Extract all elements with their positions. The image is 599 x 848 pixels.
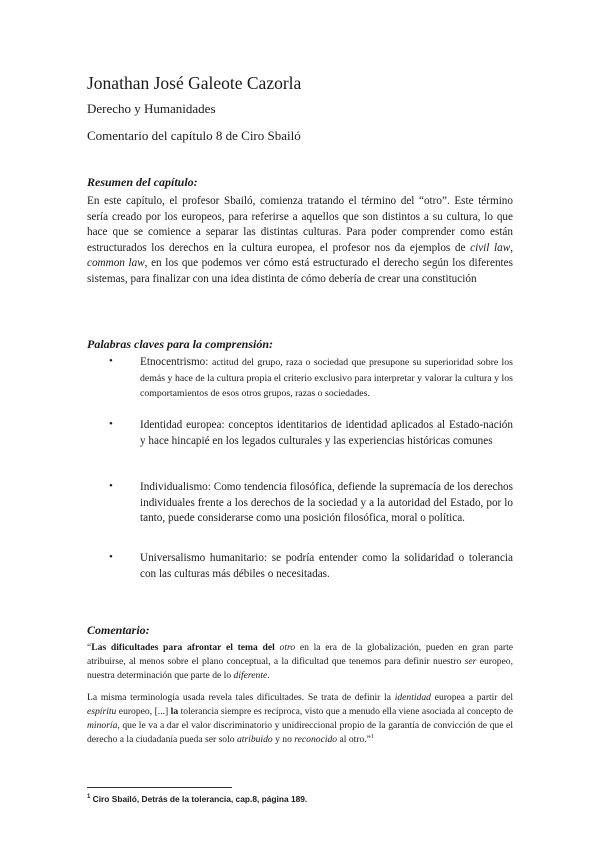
bullet-icon: • (109, 551, 113, 563)
keywords-heading: Palabras claves para la comprensión: (87, 337, 273, 351)
quote-paragraph-1: “Las dificultades para afrontar el tema del otro en la era de la globalización, pueden en gran parte atribuirse, al menos sobre el plano conceptual, a la dificultad que tenemos para definir nuestro ser europeo, nuestra determinación que parte de lo diferente. (87, 642, 513, 681)
assignment-title: Comentario del capítulo 8 de Ciro Sbailó (87, 128, 301, 143)
footnote-reference[interactable]: 1 (370, 733, 374, 740)
author-name: Jonathan José Galeote Cazorla (87, 73, 302, 93)
footnote: $^1$ Ciro Sbailó, Detrás de la tolerancia, cap.8, página 189. (87, 794, 308, 804)
bullet-icon: • (109, 418, 113, 430)
keyword-entry: Individualismo: Como tendencia filosófica, defiende la supremacía de los derechos individuales frente a los derechos de la sociedad y a la autoridad del Estado, por lo tanto, puede considerarse como una posición filosófica, moral o política. (140, 481, 513, 525)
summary-paragraph: En este capítulo, el profesor Sbailó, comienza tratando el término del “otro”. Este término sería creado por los europeos, para referirse a aquellos que son distintos a su cultura, lo que hace que se comience a separar las distintas culturas. Para poder comprender como están estructurados los derechos en la cultura europea, el profesor nos da ejemplos de civil law, common law, en los que podemos ver cómo está estructurado el derecho según los diferentes sistemas, para finalizar con una idea distinta de cómo debería de crear una constitución (87, 195, 514, 285)
quote-paragraph-2: La misma terminología usada revela tales dificultades. Se trata de definir la identidad europea a partir del espíritu europeo, [...] la tolerancia siempre es recíproca, visto que a menudo ella viene asociada al concepto de minoría, que le va a dar el valor discriminatorio y unidireccional propio de la garantía de convicción de que el derecho a la ciudadanía pueda ser solo atribuido y no reconocido al otro.”$^1$ (87, 692, 513, 745)
keyword-entry: Etnocentrismo: actitud del grupo, raza o sociedad que presupone su superioridad sobre los demás y hace de la cultura propia el criterio exclusivo para interpretar y valorar la cultura y los comportamientos de esos otros grupos, razas o sociedades. (140, 356, 513, 400)
footnote-number: 1 (87, 794, 91, 801)
keyword-entry: Identidad europea: conceptos identitarios de identidad aplicados al Estado-nación y hace hincapié en los legados culturales y las experiencias históricas comunes (140, 419, 513, 447)
bullet-icon: • (109, 480, 113, 492)
summary-heading: Resumen del capítulo: (87, 175, 198, 189)
bullet-icon: • (109, 355, 113, 367)
keyword-entry: Universalismo humanitario: se podría entender como la solidaridad o tolerancia con las culturas más débiles o necesitadas. (140, 552, 514, 580)
subject-line: Derecho y Humanidades (87, 101, 216, 116)
footnote-divider (87, 787, 232, 788)
commentary-heading: Comentario: (87, 623, 150, 637)
